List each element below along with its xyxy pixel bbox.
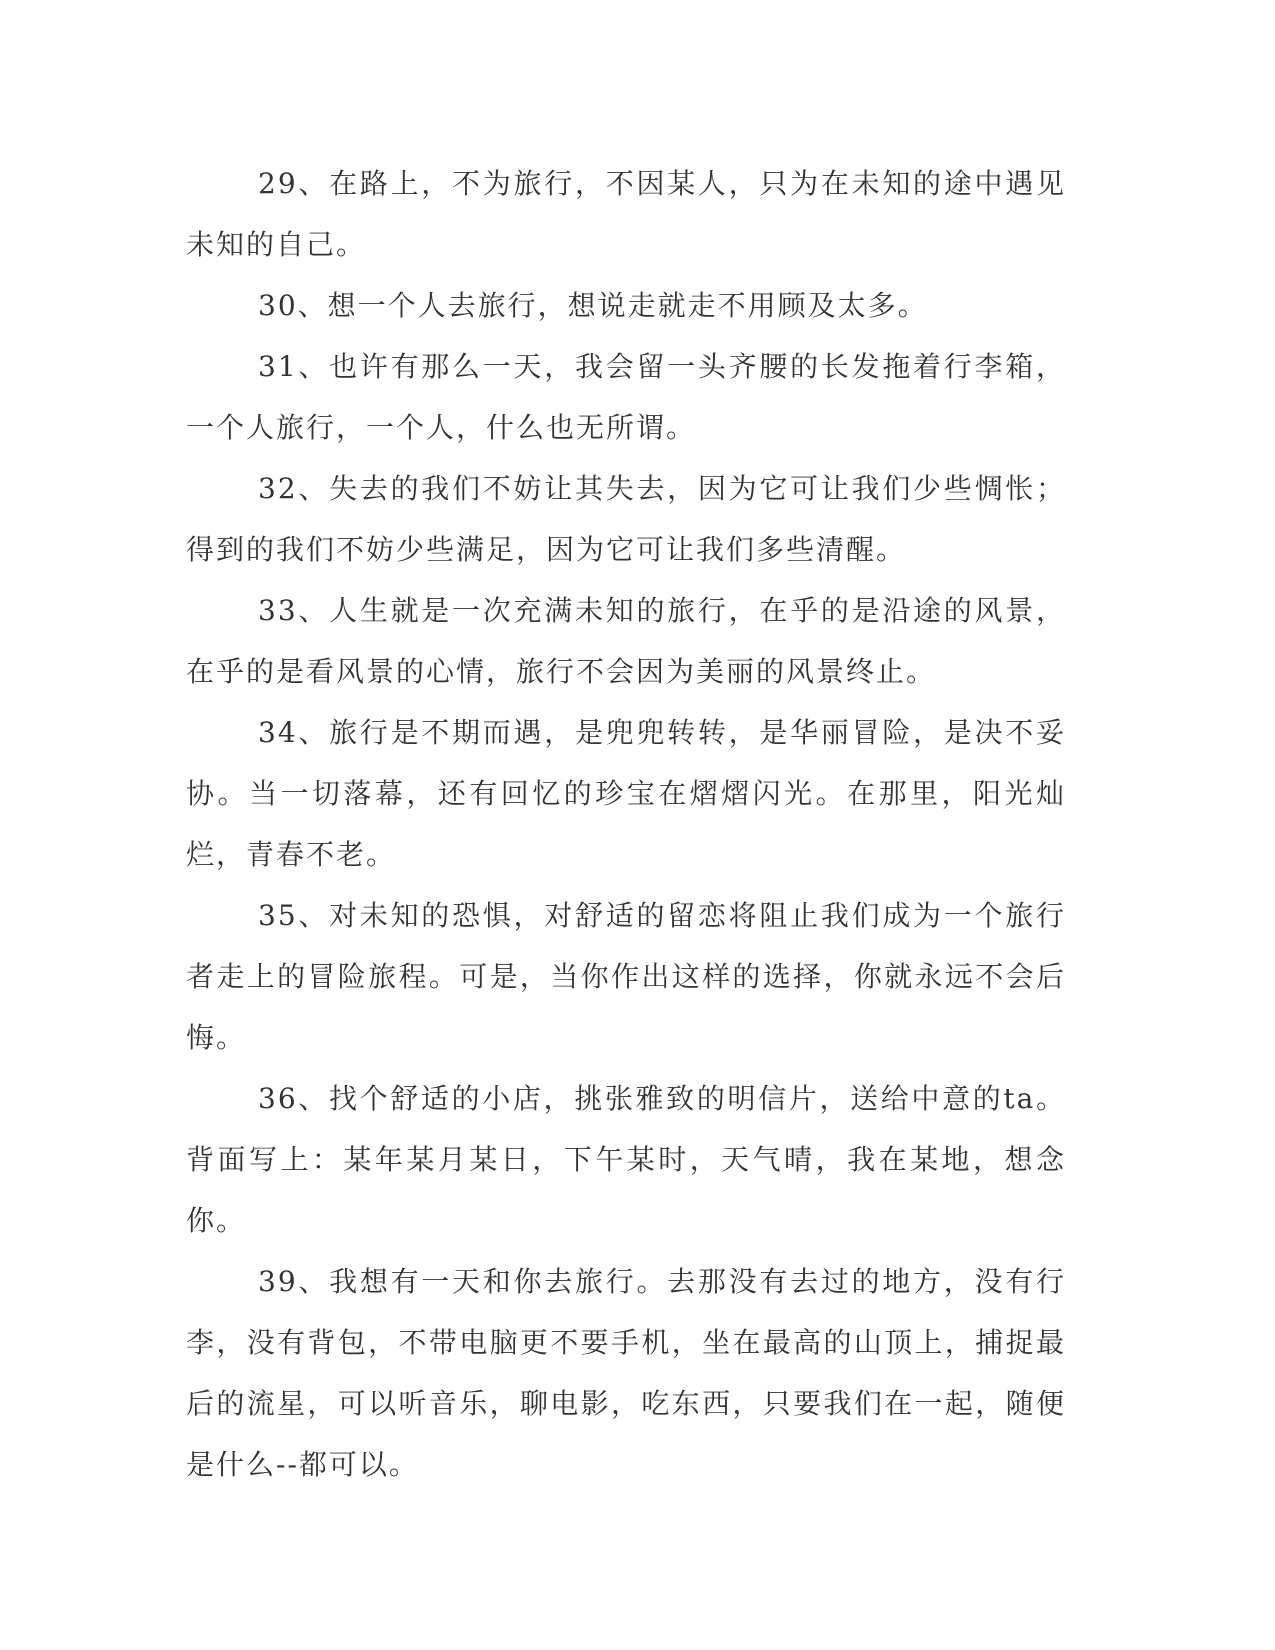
paragraph-33: 33、人生就是一次充满未知的旅行，在乎的是沿途的风景，在乎的是看风景的心情，旅行不会因为美丽的风景终止。 <box>186 594 1066 688</box>
paragraph-35: 35、对未知的恐惧，对舒适的留恋将阻止我们成为一个旅行者走上的冒险旅程。可是，当你作出这样的选择，你就永远不会后悔。 <box>186 899 1066 1054</box>
paragraph-30: 30、想一个人去旅行，想说走就走不用顾及太多。 <box>258 289 928 322</box>
paragraph-39: 39、我想有一天和你去旅行。去那没有去过的地方，没有行李，没有背包，不带电脑更不要手机，坐在最高的山顶上，捕捉最后的流星，可以听音乐，聊电影，吃东西，只要我们在一起，随便是什么--都可以。 <box>186 1265 1066 1481</box>
paragraph-34: 34、旅行是不期而遇，是兜兜转转，是华丽冒险，是决不妥协。当一切落幕，还有回忆的珍宝在熠熠闪光。在那里，阳光灿烂，青春不老。 <box>186 716 1066 871</box>
document-body <box>186 153 1066 1495</box>
paragraph-36: 36、找个舒适的小店，挑张雅致的明信片，送给中意的ta。背面写上：某年某月某日，下午某时，天气晴，我在某地，想念你。 <box>186 1082 1066 1237</box>
paragraph-32: 32、失去的我们不妨让其失去，因为它可让我们少些惆怅；得到的我们不妨少些满足，因为它可让我们多些清醒。 <box>186 472 1066 566</box>
paragraph-31: 31、也许有那么一天，我会留一头齐腰的长发拖着行李箱，一个人旅行，一个人，什么也无所谓。 <box>186 350 1066 444</box>
paragraph-29: 29、在路上，不为旅行，不因某人，只为在未知的途中遇见未知的自己。 <box>186 167 1066 261</box>
